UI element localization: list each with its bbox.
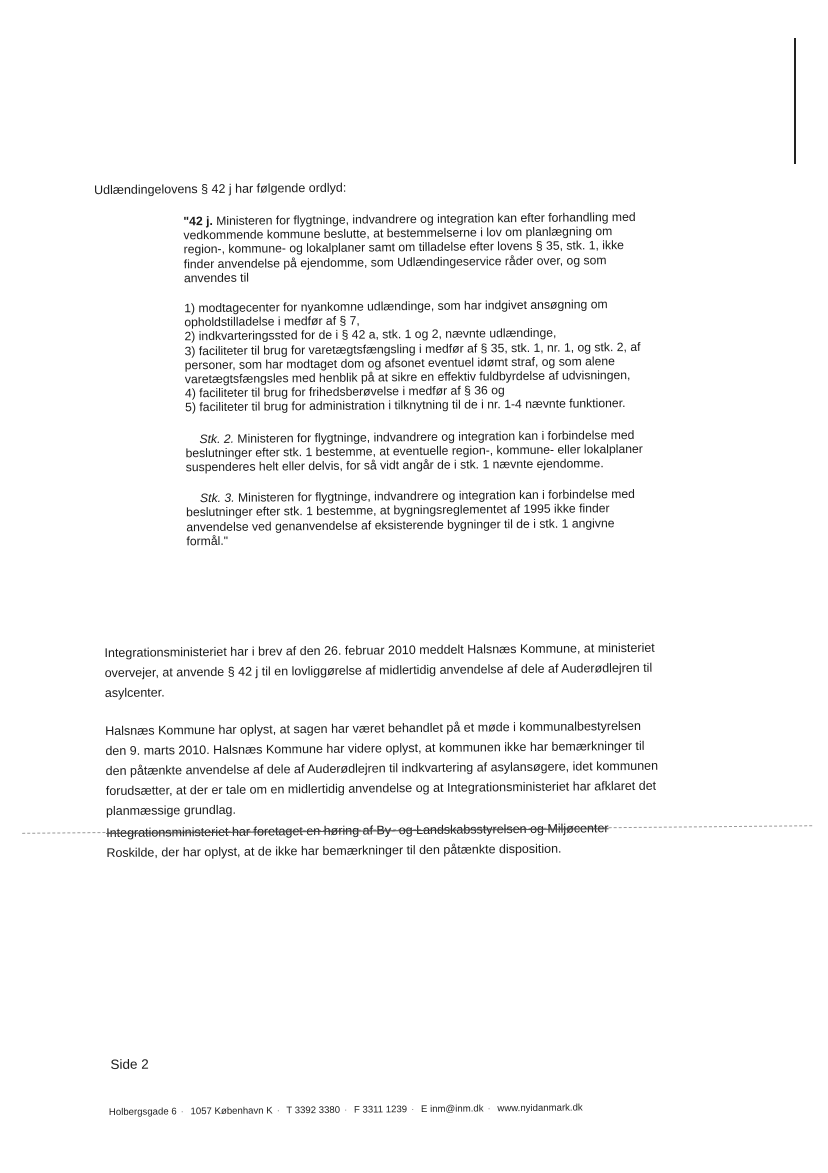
stk-2 — [185, 427, 643, 474]
stk-3-label: Stk. 3. — [199, 491, 235, 506]
footer: Holbergsgade 6 · 1057 København K · T 3392 3380 · F 3311 1239 · E inm@inm.dk · www.nyidanmark.dk — [108, 1102, 583, 1119]
paragraph-2: Halsnæs Kommune har oplyst, at sagen har været behandlet på et møde i kommunalbestyrelsen den 9. marts 2010. Halsnæs Kommune har videre oplyst, at kommunen ikke har bemærkninger til den påtænkte anvendelse af dele af Auderødlejren til indkvartering af asylansøgere, idet kommunen forudsætter, at der er tale om en midlertidig anvendelse og at Integrationsministeriet har afklaret det planmæssige grundlag. — [105, 718, 659, 819]
intro-line: Udlændingelovens § 42 j har følgende ordlyd: — [93, 180, 347, 198]
page-number: Side 2 — [110, 1056, 149, 1072]
quote-lead-bold: "42 j. — [183, 213, 213, 229]
paragraph-3-struck-line: Integrationsministeriet har foretaget en høring af By- og Landskabsstyrelsen og Miljøcenter — [106, 821, 609, 841]
list-item: 3) faciliteter til brug for varetægtsfængsling i medfør af § 35, stk. 1, nr. 1, og stk. 2, af personer, som har modtaget dom og afsonet eventuel idømt straf, og som alene varetægtsfængsles med henblik på at sikre en effektiv fuldbyrdelse af udvisningen, — [184, 339, 641, 387]
list-item: 4) faciliteter til brug for frihedsberøvelse i medfør af § 36 og — [184, 383, 505, 401]
quote-list — [184, 297, 643, 415]
paragraph-1: Integrationsministeriet har i brev af den 26. februar 2010 meddelt Halsnæs Kommune, at ministeriet overvejer, at anvende § 42 j til en lovliggørelse af midlertidig anvendelse af dele af Auderødlejren til asylcenter. — [104, 640, 655, 701]
law-quote — [183, 210, 644, 548]
stk-3-text: Ministeren for flygtninge, indvandrere og integration kan i forbindelse med beslutninger efter stk. 1 bestemme, at bygningsreglementet af 1995 ikke finder anvendelse ved genanvendelse af eksisterende bygninger til de i stk. 1 angivne formål." — [186, 487, 635, 549]
list-item: 5) faciliteter til brug for administration i tilknytning til de i nr. 1-4 nævnte funktioner. — [185, 396, 626, 415]
paragraph-3-rest: Roskilde, der har oplyst, at de ikke har bemærkninger til den påtænkte disposition. — [106, 841, 562, 861]
stk-2-text: Ministeren for flygtninge, indvandrere og integration kan i forbindelse med beslutninger efter stk. 1 bestemme, at eventuelle region-, kommune- eller lokalplaner suspenderes helt eller delvis, for så vidt angår de i stk. 1 nævnte ejendomme. — [185, 427, 643, 475]
quote-lead — [183, 210, 642, 285]
paragraph-3 — [106, 818, 662, 863]
footer-city: 1057 København K — [190, 1105, 273, 1118]
list-item: 1) modtagecenter for nyankomne udlændinge, som har indgivet ansøgning om opholdstilladelse i medfør af § 7, — [184, 297, 608, 330]
stk-2-label: Stk. 2. — [199, 431, 235, 446]
list-item: 2) indkvarteringssted for de i § 42 a, stk. 1 og 2, nævnte udlændinge, — [184, 326, 557, 344]
footer-phone: T 3392 3380 — [286, 1104, 341, 1117]
stk-3 — [186, 487, 645, 548]
footer-fax: F 3311 1239 — [353, 1104, 408, 1116]
footer-address: Holbergsgade 6 — [108, 1106, 177, 1119]
quote-lead-text: Ministeren for flygtninge, indvandrere og integration kan efter forhandling med vedkommende kommune beslutte, at bestemmelserne i lov om planlægning om region-, kommune- og lokalplaner samt om tilladelse efter lovens § 35, stk. 1, ikke finder anvendelse på ejendomme, som Udlændingeservice råder over, og som anvendes til — [183, 209, 636, 286]
footer-email: E inm@inm.dk — [420, 1103, 484, 1116]
footer-web: www.nyidanmark.dk — [497, 1102, 583, 1115]
